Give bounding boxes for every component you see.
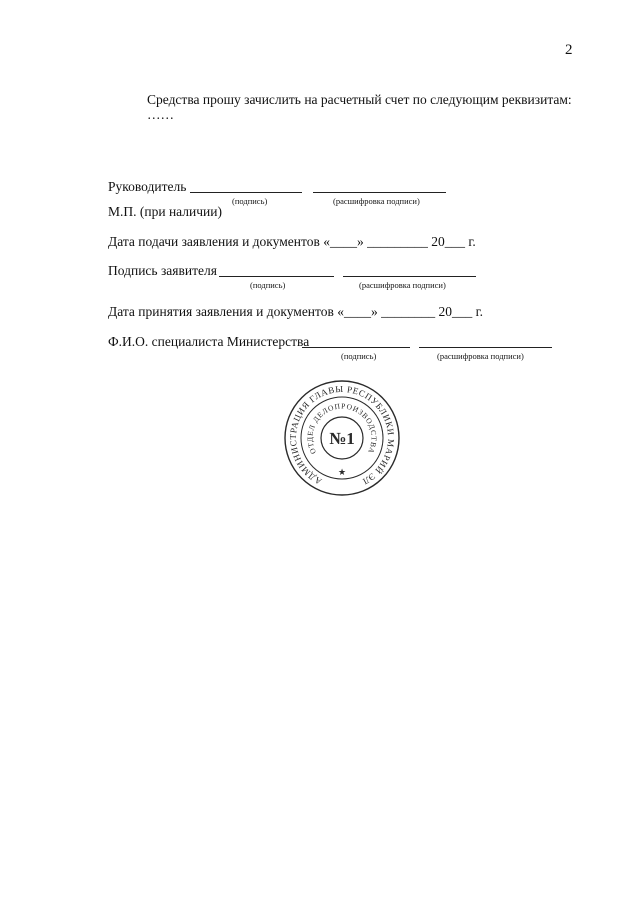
submission-date-line: Дата подачи заявления и документов «____» _________ 20___ г. xyxy=(108,234,476,249)
head-signature-caption: (подпись) xyxy=(232,196,268,206)
specialist-signature-caption: (подпись) xyxy=(341,351,377,361)
head-decoding-blank xyxy=(313,192,446,193)
stamp-outer-text: АДМИНИСТРАЦИЯ ГЛАВЫ РЕСПУБЛИКИ МАРИЙ ЭЛ xyxy=(287,383,397,487)
applicant-signature-blank xyxy=(219,276,334,277)
request-details-placeholder: …… xyxy=(147,107,174,122)
applicant-label: Подпись заявителя xyxy=(108,263,217,278)
page-number: 2 xyxy=(565,42,573,58)
specialist-signature-blank xyxy=(302,347,410,348)
head-decoding-caption: (расшифровка подписи) xyxy=(333,196,420,206)
acceptance-date-line: Дата принятия заявления и документов «____» ________ 20___ г. xyxy=(108,304,484,319)
seal-note: М.П. (при наличии) xyxy=(108,204,222,219)
stamp-number: №1 xyxy=(329,429,355,448)
stamp-inner-text: ОТДЕЛ ДЕЛОПРОИЗВОДСТВА xyxy=(305,401,379,456)
specialist-label: Ф.И.О. специалиста Министерства xyxy=(108,334,310,349)
star-icon: ★ xyxy=(337,467,347,477)
applicant-decoding-blank xyxy=(343,276,476,277)
applicant-decoding-caption: (расшифровка подписи) xyxy=(359,280,446,290)
office-stamp xyxy=(282,378,402,498)
specialist-decoding-caption: (расшифровка подписи) xyxy=(437,351,524,361)
request-paragraph: Средства прошу зачислить на расчетный счет по следующим реквизитам: xyxy=(147,92,572,107)
head-signature-blank xyxy=(190,192,302,193)
specialist-decoding-blank xyxy=(419,347,552,348)
applicant-signature-caption: (подпись) xyxy=(250,280,286,290)
head-label: Руководитель xyxy=(108,179,187,194)
